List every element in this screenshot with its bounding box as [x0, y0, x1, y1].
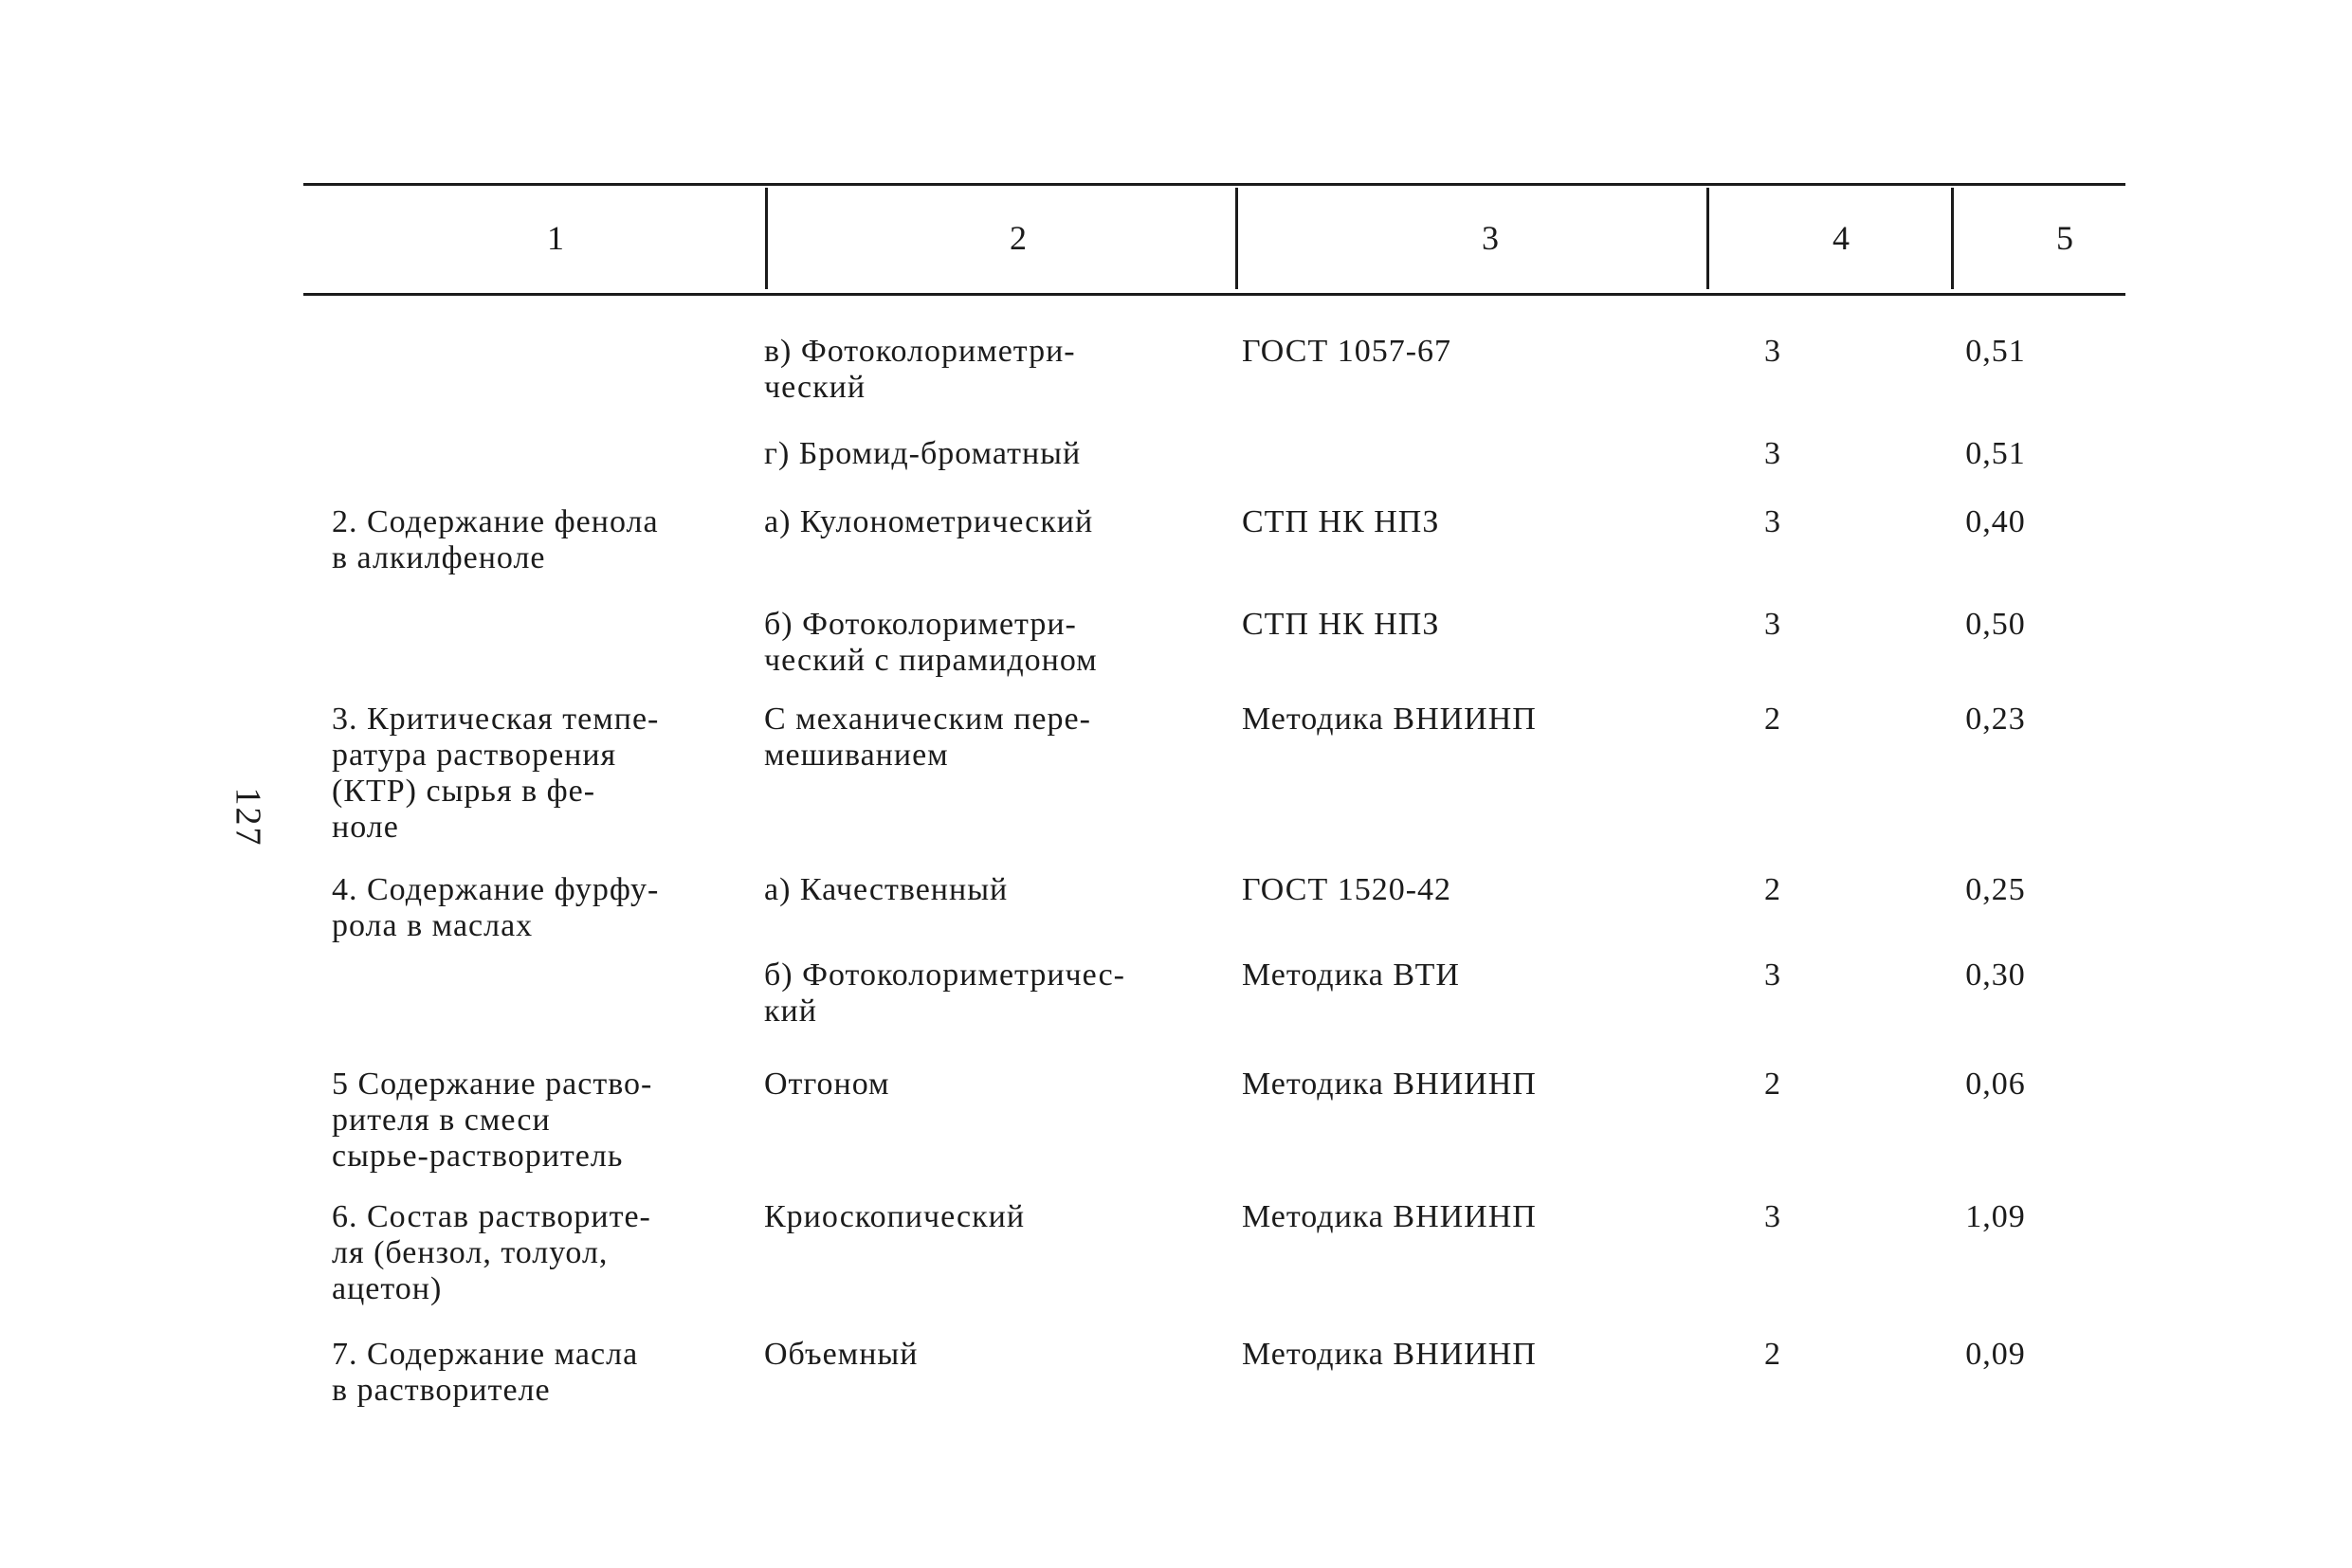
- standard-cell: СТП НК НПЗ: [1242, 504, 1440, 539]
- count-cell: 3: [1764, 334, 1781, 369]
- header-col-4: 4: [1832, 219, 1850, 257]
- count-cell: 2: [1764, 872, 1781, 907]
- header-separator: [1706, 188, 1709, 289]
- time-cell: 0,51: [1965, 436, 2026, 471]
- header-col-5: 5: [2056, 219, 2073, 257]
- time-cell: 0,06: [1965, 1067, 2026, 1102]
- header-col-1: 1: [547, 219, 564, 257]
- method-cell: С механическим пере- мешиванием: [764, 702, 1091, 773]
- count-cell: 3: [1764, 1199, 1781, 1234]
- parameter-cell: 4. Содержание фурфу- рола в маслах: [332, 872, 660, 943]
- method-cell: б) Фотоколориметричес- кий: [764, 957, 1125, 1029]
- method-cell: г) Бромид-броматный: [764, 436, 1082, 471]
- count-cell: 3: [1764, 436, 1781, 471]
- header-col-2: 2: [1010, 219, 1027, 257]
- parameter-cell: 3. Критическая темпе- ратура растворения (КТР) сырья в фе- ноле: [332, 702, 660, 845]
- standard-cell: Методика ВНИИНП: [1242, 1199, 1537, 1234]
- parameter-cell: 7. Содержание масла в растворителе: [332, 1337, 639, 1408]
- count-cell: 3: [1764, 504, 1781, 539]
- header-separator: [1235, 188, 1238, 289]
- count-cell: 2: [1764, 702, 1781, 737]
- count-cell: 2: [1764, 1067, 1781, 1102]
- time-cell: 0,09: [1965, 1337, 2026, 1372]
- header-separator: [765, 188, 768, 289]
- time-cell: 0,40: [1965, 504, 2026, 539]
- time-cell: 0,50: [1965, 607, 2026, 642]
- parameter-cell: 6. Состав растворите- ля (бензол, толуол, ацетон): [332, 1199, 651, 1306]
- method-cell: в) Фотоколориметри- ческий: [764, 334, 1076, 405]
- standard-cell: ГОСТ 1057-67: [1242, 334, 1452, 369]
- table-top-rule: [303, 183, 2125, 186]
- method-cell: а) Качественный: [764, 872, 1009, 907]
- time-cell: 1,09: [1965, 1199, 2026, 1234]
- standard-cell: Методика ВНИИНП: [1242, 1067, 1537, 1102]
- count-cell: 2: [1764, 1337, 1781, 1372]
- count-cell: 3: [1764, 607, 1781, 642]
- standard-cell: ГОСТ 1520-42: [1242, 872, 1452, 907]
- header-col-3: 3: [1482, 219, 1499, 257]
- method-cell: а) Кулонометрический: [764, 504, 1094, 539]
- count-cell: 3: [1764, 957, 1781, 993]
- time-cell: 0,25: [1965, 872, 2026, 907]
- standard-cell: Методика ВНИИНП: [1242, 702, 1537, 737]
- parameter-cell: 2. Содержание фенола в алкилфеноле: [332, 504, 659, 575]
- page-number: 127: [228, 787, 268, 848]
- standard-cell: Методика ВНИИНП: [1242, 1337, 1537, 1372]
- time-cell: 0,30: [1965, 957, 2026, 993]
- parameter-cell: 5 Содержание раство- рителя в смеси сырье-растворитель: [332, 1067, 653, 1174]
- method-cell: Криоскопический: [764, 1199, 1026, 1234]
- standard-cell: СТП НК НПЗ: [1242, 607, 1440, 642]
- method-cell: Отгоном: [764, 1067, 890, 1102]
- time-cell: 0,51: [1965, 334, 2026, 369]
- time-cell: 0,23: [1965, 702, 2026, 737]
- header-separator: [1951, 188, 1954, 289]
- method-cell: б) Фотоколориметри- ческий с пирамидоном: [764, 607, 1098, 678]
- standard-cell: Методика ВТИ: [1242, 957, 1460, 993]
- method-cell: Объемный: [764, 1337, 919, 1372]
- table-header-rule: [303, 293, 2125, 296]
